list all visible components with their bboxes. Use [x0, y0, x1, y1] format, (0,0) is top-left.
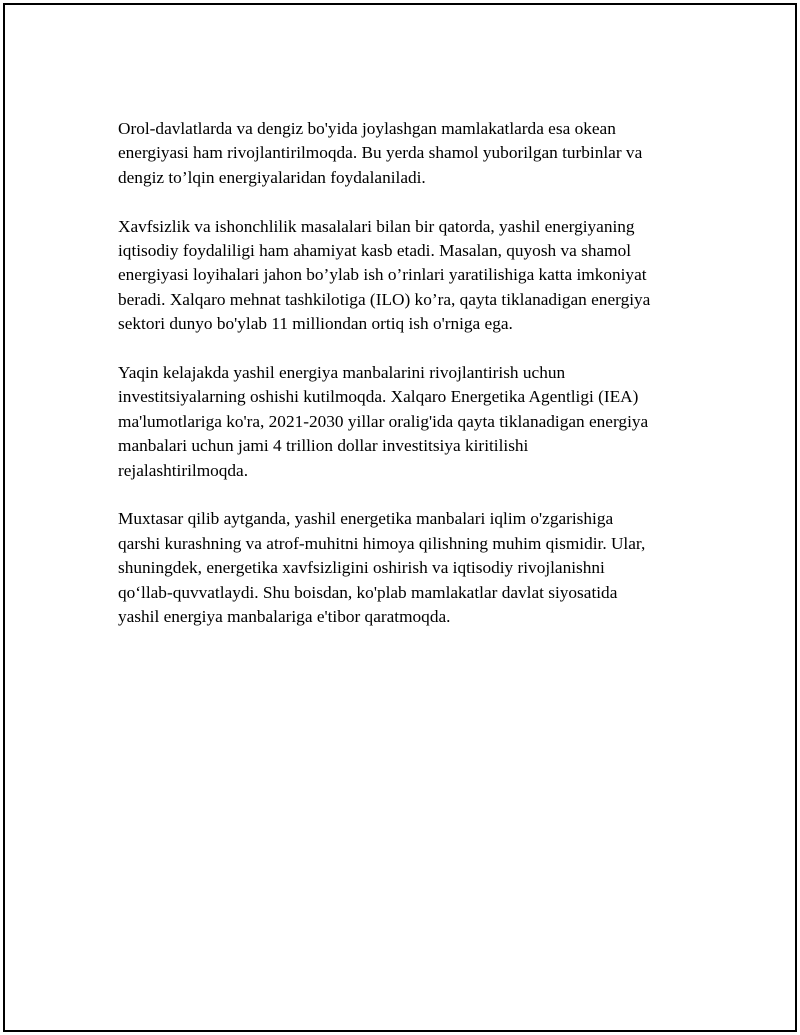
- document-body: [118, 117, 718, 654]
- paragraph-conclusion: Muxtasar qilib aytganda, yashil energetika manbalari iqlim o'zgarishiga qarshi kurashning va atrof-muhitni himoya qilishning muhim qismidir. Ular, shuningdek, energetika xavfsizligini oshirish va iqtisodiy rivojlanishni qo‘llab-quvvatlaydi. Shu boisdan, ko'plab mamlakatlar davlat siyosatida yashil energiya manbalariga e'tibor qaratmoqda.: [118, 509, 646, 627]
- paragraph-investments: Yaqin kelajakda yashil energiya manbalarini rivojlantirish uchun investitsiyalarning oshishi kutilmoqda. Xalqaro Energetika Agentligi (IEA) ma'lumotlariga ko'ra, 2021-2030 yillar oralig'ida qayta tiklanadigan energiya manbalari uchun jami 4 trillion dollar investitsiya kiritilishi rejalashtirilmoqda.: [118, 363, 649, 480]
- paragraph-economic-benefits: Xavfsizlik va ishonchlilik masalalari bilan bir qatorda, yashil energiyaning iqtisodiy foydaliligi ham ahamiyat kasb etadi. Masalan, quyosh va shamol energiyasi loyihalari jahon bo’ylab ish o’rinlari yaratilishiga katta imkoniyat beradi. Xalqaro mehnat tashkilotiga (ILO) ko’ra, qayta tiklanadigan energiya sektori dunyo bo'ylab 11 milliondan ortiq ish o'rniga ega.: [118, 216, 651, 334]
- paragraph-ocean-energy: Orol-davlatlarda va dengiz bo'yida joylashgan mamlakatlarda esa okean energiyasi ham rivojlantirilmoqda. Bu yerda shamol yuborilgan turbinlar va dengiz to’lqin energiyalaridan foydalaniladi.: [118, 119, 643, 187]
